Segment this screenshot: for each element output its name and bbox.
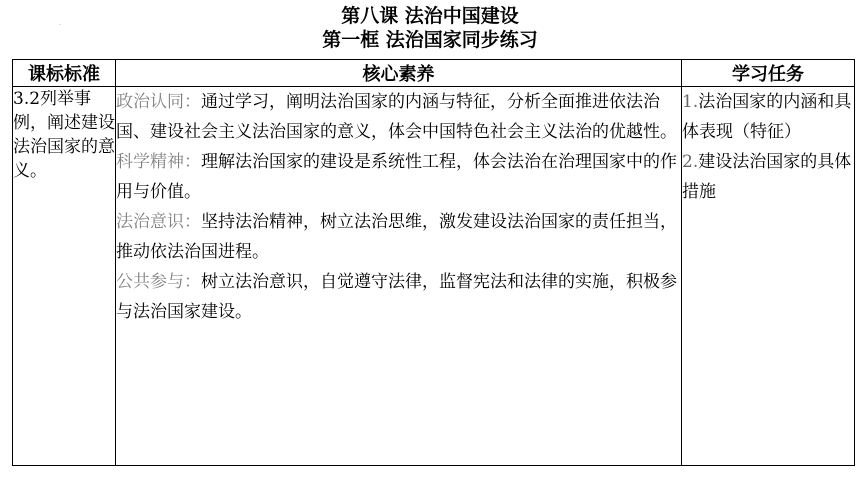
standard-cell [13, 87, 116, 466]
curriculum-table [12, 59, 855, 466]
task-item [682, 87, 854, 147]
decorative-dot: · [59, 22, 61, 29]
lesson-subtitle: 第一框 法治国家同步练习 [322, 29, 538, 51]
task-number: 1. [682, 92, 699, 112]
literacy-label: 公共参与： [116, 272, 201, 292]
standard-text: 3.2列举事例，阐述建设法治国家的意义。 [13, 89, 115, 181]
task-text: 法治国家的内涵和具体表现（特征） [682, 92, 852, 142]
literacy-item [116, 147, 681, 207]
literacy-text: 通过学习，阐明法治国家的内涵与特征，分析全面推进依法治国、建设社会主义法治国家的意义，体会中国特色社会主义法治的优越性。 [116, 92, 677, 142]
task-item [682, 147, 854, 207]
header-literacy: 核心素养 [116, 60, 682, 87]
literacy-label: 法治意识： [116, 212, 201, 232]
literacy-label: 科学精神： [116, 152, 201, 172]
literacy-item [116, 207, 681, 267]
literacy-item [116, 87, 681, 147]
header-standard: 课标标准 [13, 60, 116, 87]
task-text: 建设法治国家的具体措施 [682, 152, 852, 202]
task-number: 2. [682, 152, 699, 172]
lesson-title: 第八课 法治中国建设 [341, 5, 519, 27]
table-row [13, 87, 855, 466]
literacy-cell [116, 87, 682, 466]
table-header-row [13, 60, 855, 87]
tasks-cell [682, 87, 855, 466]
title-block [0, 4, 860, 52]
literacy-text: 理解法治国家的建设是系统性工程，体会法治在治理国家中的作用与价值。 [116, 152, 677, 202]
literacy-item [116, 267, 681, 327]
literacy-text: 坚持法治精神，树立法治思维，激发建设法治国家的责任担当，推动依法治国进程。 [116, 212, 677, 262]
literacy-label: 政治认同： [116, 92, 201, 112]
header-tasks: 学习任务 [682, 60, 855, 87]
literacy-text: 树立法治意识，自觉遵守法律，监督宪法和法律的实施，积极参与法治国家建设。 [116, 272, 677, 322]
